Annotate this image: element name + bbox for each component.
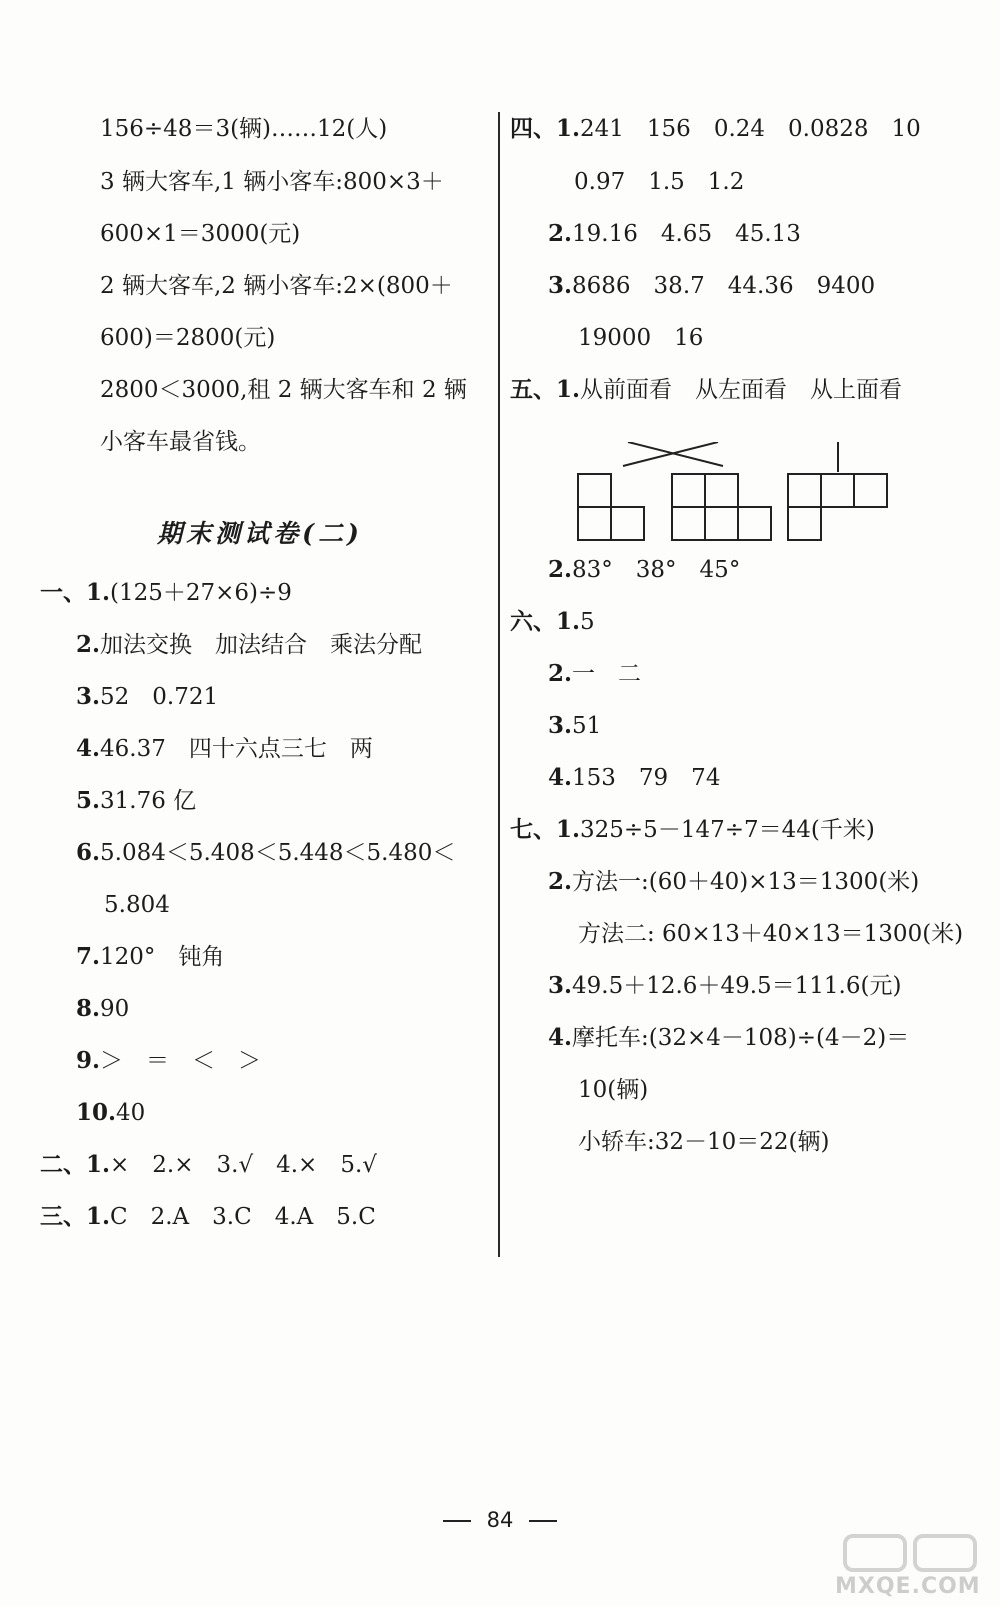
answer-line: 5.804 [104, 892, 170, 918]
answer-line: 7.120° 钝角 [76, 943, 225, 970]
answer-line: 三、1.C 2.A 3.C 4.A 5.C [40, 1203, 376, 1230]
answer-line: 600×1＝3000(元) [100, 221, 301, 247]
column-divider [498, 112, 500, 1257]
three-view-diagram [568, 442, 908, 552]
answer-line: 10.40 [76, 1099, 146, 1126]
answer-line: 2.83° 38° 45° [548, 556, 741, 583]
page-number: 84 [0, 1508, 1000, 1532]
answer-line: 四、1.241 156 0.24 0.0828 10 [510, 115, 921, 142]
answer-line: 3.52 0.721 [76, 683, 219, 710]
answer-line: 4.46.37 四十六点三七 两 [76, 735, 373, 762]
answer-line: 156÷48＝3(辆)……12(人) [100, 116, 388, 142]
answer-line: 19000 16 [578, 325, 704, 351]
answer-line: 2.一 二 [548, 660, 642, 687]
answer-line: 6.5.084＜5.408＜5.448＜5.480＜ [76, 839, 456, 866]
section-title: 期末测试卷(二) [157, 519, 363, 548]
answer-line: 2.方法一:(60＋40)×13＝1300(米) [548, 868, 920, 895]
answer-line: 2.19.16 4.65 45.13 [548, 220, 801, 247]
watermark-logo [835, 1530, 995, 1600]
answer-line: 4.摩托车:(32×4－108)÷(4－2)＝ [548, 1024, 910, 1051]
answer-line: 5.31.76 亿 [76, 787, 197, 814]
answer-line: 3 辆大客车,1 辆小客车:800×3＋ [100, 169, 444, 195]
answer-line: 600)＝2800(元) [100, 325, 276, 351]
answer-line: 0.97 1.5 1.2 [574, 169, 745, 195]
match-line [628, 442, 723, 466]
answer-line: 六、1.5 [510, 608, 595, 635]
left-view-shape [672, 474, 771, 540]
answer-line: 3.49.5＋12.6＋49.5＝111.6(元) [548, 972, 902, 999]
answer-line: 3.8686 38.7 44.36 9400 [548, 272, 876, 299]
answer-line: 8.90 [76, 995, 130, 1022]
answer-line: 一、1.(125＋27×6)÷9 [40, 579, 292, 606]
answer-line: 9.＞ ＝ ＜ ＞ [76, 1047, 262, 1074]
answer-line: 七、1.325÷5－147÷7＝44(千米) [510, 816, 875, 843]
match-line [623, 442, 718, 466]
answer-line: 4.153 79 74 [548, 764, 721, 791]
answer-line: 2.加法交换 加法结合 乘法分配 [76, 631, 423, 658]
dash [529, 1520, 557, 1522]
front-view-shape [578, 474, 644, 540]
answer-line: 小客车最省钱。 [100, 429, 261, 455]
answer-line: 小轿车:32－10＝22(辆) [578, 1129, 830, 1155]
answer-line: 3.51 [548, 712, 602, 739]
top-view-shape [788, 474, 887, 540]
watermark-icon [835, 1530, 995, 1574]
answer-line: 2 辆大客车,2 辆小客车:2×(800＋ [100, 273, 453, 299]
dash [443, 1520, 471, 1522]
answer-line: 2800＜3000,租 2 辆大客车和 2 辆 [100, 377, 467, 403]
answer-line: 方法二: 60×13＋40×13＝1300(米) [578, 921, 964, 947]
watermark-text: MXQE.COM [835, 1574, 981, 1599]
answer-line: 五、1.从前面看 从左面看 从上面看 [510, 376, 903, 403]
answer-line: 二、1.× 2.× 3.√ 4.× 5.√ [40, 1151, 377, 1178]
answer-line: 10(辆) [578, 1077, 649, 1103]
